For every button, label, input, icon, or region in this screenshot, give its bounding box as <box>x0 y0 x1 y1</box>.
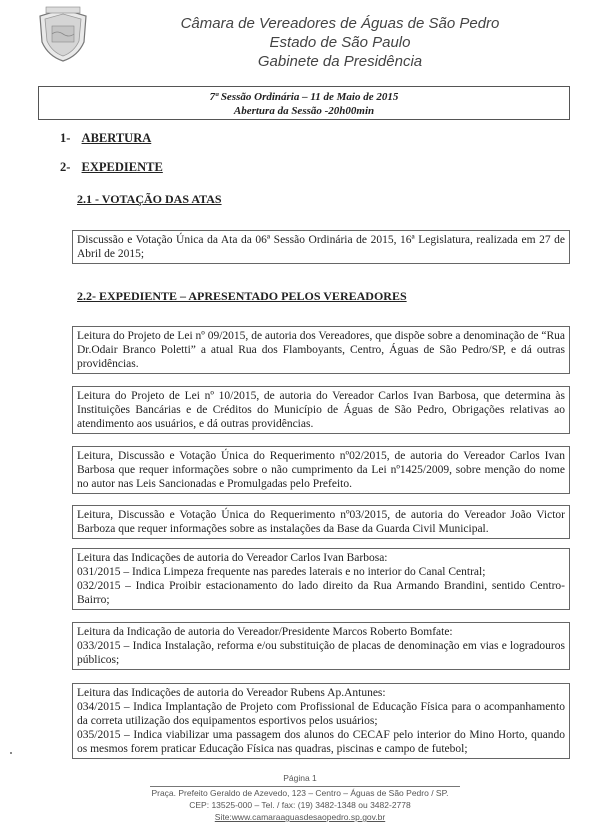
footer-divider <box>150 786 460 787</box>
expediente-item-box <box>72 326 570 374</box>
letterhead-state: Estado de São Paulo <box>269 34 411 51</box>
indication-box-rubens <box>72 683 570 759</box>
item-text: Leitura do Projeto de Lei nº 10/2015, de autoria do Vereador Carlos Ivan Barbosa, que determina às Instituições Bancárias e de Créditos do Município de Águas de São Pedro, Obrigações relativas ao atendimento aos usuários, e dá outras providências. <box>77 390 565 430</box>
expediente-item-box <box>72 446 570 494</box>
expediente-item-box <box>72 505 570 539</box>
scan-mark <box>10 752 12 754</box>
subsection-expediente-vereadores: 2.2- EXPEDIENTE – APRESENTADO PELOS VEREADORES <box>77 289 407 303</box>
item-text: Leitura, Discussão e Votação Única do Requerimento nº02/2015, de autoria do Vereador Carlos Ivan Barbosa que requer informações sobre o não cumprimento da Lei nº1425/2009, sobre menção do nome no autor nas Leis Sancionadas e Promulgadas pelo Prefeito. <box>77 450 565 490</box>
footer-site-link[interactable]: Site:www.camaraaguasdesaopedro.sp.gov.br <box>214 812 386 822</box>
section-expediente <box>60 160 163 175</box>
indication-heading: Leitura das Indicações de autoria do Vereador Rubens Ap.Antunes: <box>77 687 386 699</box>
item-text: Leitura do Projeto de Lei nº 09/2015, de autoria dos Vereadores, que dispõe sobre a denominação de “Rua Dr.Odair Branco Poletti” a atual Rua dos Flamboyants, Centro, Águas de São Pedro/SP, e dá outras providências. <box>77 330 565 370</box>
indication-box-marcos <box>72 622 570 670</box>
footer-phones: CEP: 13525-000 – Tel. / fax: (19) 3482-1348 ou 3482-2778 <box>189 800 411 810</box>
session-info-box <box>38 86 570 120</box>
subsection-votacao-atas: 2.1 - VOTAÇÃO DAS ATAS <box>77 192 222 206</box>
indication-item: 035/2015 – Indica viabilizar uma passagem dos alunos do CECAF pelo interior do Mino Horto, quando os mesmos forem praticar Educação Física nas quadras, piscinas e campo de futebol; <box>77 729 565 755</box>
page-number: Página 1 <box>283 773 317 783</box>
section-number: 2- <box>60 160 71 174</box>
expediente-item-box <box>72 386 570 434</box>
indication-item: 032/2015 – Indica Proibir estacionamento do lado direito da Rua Armando Brandini, sentido Centro-Bairro; <box>77 580 565 606</box>
section-abertura <box>60 131 151 146</box>
letterhead-office: Gabinete da Presidência <box>257 53 423 70</box>
letterhead-title: Câmara de Vereadores de Águas de São Pedro <box>180 15 500 32</box>
session-opening-time: Abertura da Sessão -20h00min <box>233 105 375 117</box>
letterhead <box>100 14 580 71</box>
section-title: ABERTURA <box>81 131 152 145</box>
indication-item: 034/2015 – Indica Implantação de Projeto com Profissional de Educação Física para o acompanhamento da correta utilização dos equipamentos esportivos pelos usuários; <box>77 701 565 727</box>
indication-item: 031/2015 – Indica Limpeza frequente nas paredes laterais e no interior do Canal Central; <box>77 566 486 578</box>
ata-item-box <box>72 230 570 264</box>
section-title: EXPEDIENTE <box>81 160 163 174</box>
indication-heading: Leitura da Indicação de autoria do Vereador/Presidente Marcos Roberto Bomfate: <box>77 626 453 638</box>
municipal-seal-logo <box>34 6 92 64</box>
indication-item: 033/2015 – Indica Instalação, reforma e/ou substituição de placas de denominação em vias e logradouros públicos; <box>77 640 565 666</box>
indication-heading: Leitura das Indicações de autoria do Vereador Carlos Ivan Barbosa: <box>77 552 388 564</box>
item-text: Leitura, Discussão e Votação Única do Requerimento nº03/2015, de autoria do Vereador João Victor Barboza que requer informações sobre as instalações da Base da Guarda Civil Municipal. <box>77 509 565 535</box>
ata-item-text: Discussão e Votação Única da Ata da 06ª Sessão Ordinária de 2015, 16ª Legislatura, realizada em 27 de Abril de 2015; <box>77 234 565 260</box>
footer-address: Praça. Prefeito Geraldo de Azevedo, 123 – Centro – Águas de São Pedro / SP. <box>151 788 449 798</box>
section-number: 1- <box>60 131 71 145</box>
session-title: 7ª Sessão Ordinária – 11 de Maio de 2015 <box>209 91 399 103</box>
indication-box-carlos <box>72 548 570 610</box>
